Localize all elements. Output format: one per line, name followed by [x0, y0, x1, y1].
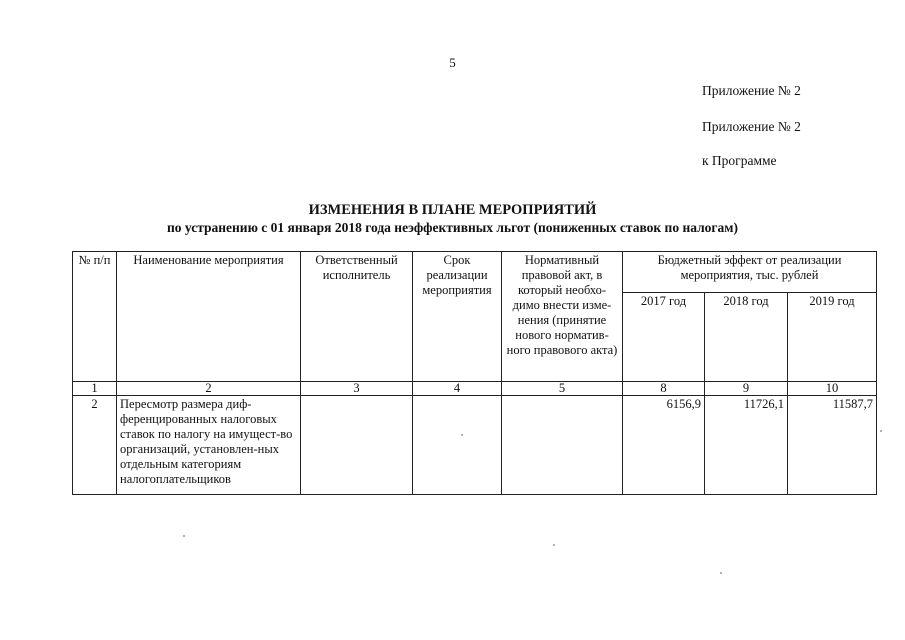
header-act: Нормативный правовой акт, в который необхо-димо внести изме-нения (принятие нового норматив-ного правового акта)	[502, 252, 623, 382]
header-name: Наименование мероприятия	[117, 252, 301, 382]
header-num: № п/п	[73, 252, 117, 382]
column-number: 10	[788, 382, 877, 396]
column-number: 9	[705, 382, 788, 396]
header-executor: Ответственный исполнитель	[301, 252, 413, 382]
row-executor	[301, 396, 413, 495]
document-title: ИЗМЕНЕНИЯ В ПЛАНЕ МЕРОПРИЯТИЙ	[308, 202, 597, 218]
page-number: 5	[449, 55, 456, 70]
plan-table	[72, 251, 877, 495]
column-number: 3	[301, 382, 413, 396]
scan-speck	[720, 572, 722, 574]
scan-speck	[880, 430, 882, 432]
column-number-row	[73, 382, 877, 396]
row-legal-act	[502, 396, 623, 495]
header-year-2017: 2017 год	[623, 293, 705, 382]
row-effect-2018: 11726,1	[705, 396, 788, 495]
document-subtitle: по устранению с 01 января 2018 года неэффективных льгот (пониженных ставок по налогам)	[166, 220, 739, 235]
column-number: 1	[73, 382, 117, 396]
scan-speck	[461, 434, 463, 436]
header-budget-effect: Бюджетный эффект от реализации мероприятия, тыс. рублей	[623, 252, 877, 293]
row-term	[413, 396, 502, 495]
column-number: 4	[413, 382, 502, 396]
row-num: 2	[73, 396, 117, 495]
column-number: 5	[502, 382, 623, 396]
header-year-2019: 2019 год	[788, 293, 877, 382]
column-number: 8	[623, 382, 705, 396]
scan-speck	[183, 535, 185, 537]
appendix-line-1: Приложение № 2	[702, 83, 801, 98]
row-measure-name: Пересмотр размера диф-ференцированных налоговых ставок по налогу на имущест-во организаций, установлен-ных отдельным категориям налогоплательщиков	[117, 396, 301, 495]
scan-speck	[553, 544, 555, 546]
column-number: 2	[117, 382, 301, 396]
row-effect-2019: 11587,7	[788, 396, 877, 495]
header-term: Срок реализации мероприятия	[413, 252, 502, 382]
table-row	[73, 396, 877, 495]
header-year-2018: 2018 год	[705, 293, 788, 382]
appendix-line-2: Приложение № 2	[702, 119, 801, 134]
appendix-line-3: к Программе	[702, 153, 777, 168]
row-effect-2017: 6156,9	[623, 396, 705, 495]
